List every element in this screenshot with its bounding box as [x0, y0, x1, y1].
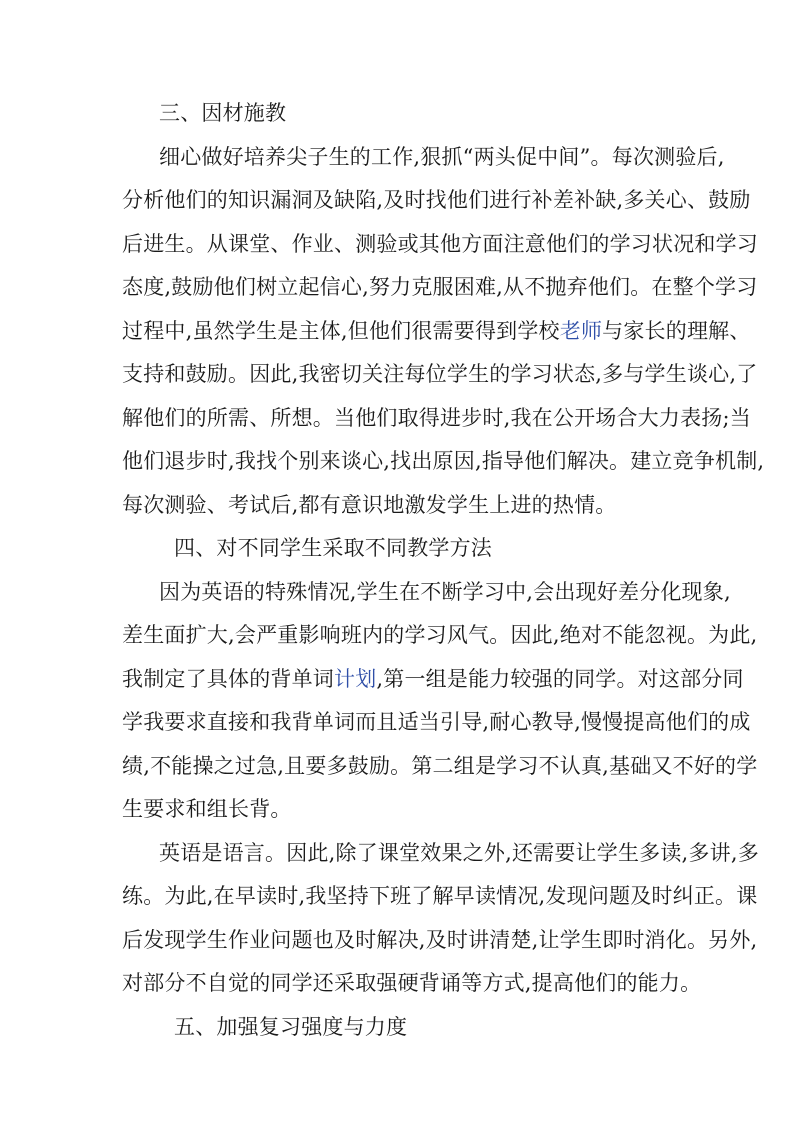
document-page: [122, 92, 765, 1049]
paragraph-line: 后进生。从课堂、作业、测验或其他方面注意他们的学习状况和学习: [122, 231, 758, 256]
paragraph-line: 后发现学生作业问题也及时解决,及时讲清楚,让学生即时消化。另外,: [122, 927, 758, 952]
paragraph-line: 因为英语的特殊情况,学生在不断学习中,会出现好差分化现象,: [159, 579, 731, 604]
paragraph-line: 学我要求直接和我背单词而且适当引导,耐心教导,慢慢提高他们的成: [122, 710, 751, 734]
text-run: 我制定了具体的背单词: [122, 666, 334, 691]
paragraph-line: 态度,鼓励他们树立起信心,努力克服困难,从不抛弃他们。在整个学习: [122, 275, 758, 299]
paragraph-line: 他们退步时,我找个别来谈心,找出原因,指导他们解决。建立竞争机制,: [122, 449, 765, 473]
section-heading-3: 三、因材施教: [159, 101, 287, 125]
paragraph: [122, 571, 758, 832]
paragraph-line: 差生面扩大,会严重影响班内的学习风气。因此,绝对不能忽视。为此,: [122, 623, 758, 647]
paragraph-line: 英语是语言。因此,除了课堂效果之外,还需要让学生多读,多讲,多: [159, 840, 759, 865]
paragraph-line: 分析他们的知识漏洞及缺陷,及时找他们进行补差补缺,多关心、鼓励: [122, 188, 751, 212]
paragraph-line: [122, 658, 744, 702]
paragraph-line: 解他们的所需、所想。当他们取得进步时,我在公开场合大力表扬;当: [122, 405, 751, 430]
teacher-link[interactable]: 老师: [559, 318, 603, 343]
plan-link[interactable]: 计划: [334, 666, 377, 691]
paragraph-line: 细心做好培养尖子生的工作,狠抓“两头促中间”。每次测验后,: [159, 144, 725, 169]
paragraph: [122, 832, 759, 1006]
section-heading-5: 五、加强复习强度与力度: [174, 1014, 408, 1039]
paragraph-line: 每次测验、考试后,都有意识地激发学生上进的热情。: [122, 492, 617, 517]
paragraph-line: [122, 310, 751, 354]
section-heading-4: 四、对不同学生采取不同教学方法: [174, 536, 492, 560]
paragraph-line: 绩,不能操之过急,且要多鼓励。第二组是学习不认真,基础又不好的学: [122, 753, 758, 778]
text-run: 过程中,虽然学生是主体,但他们很需要得到学校: [122, 318, 560, 343]
paragraph: [122, 136, 765, 528]
paragraph-line: 支持和鼓励。因此,我密切关注每位学生的学习状态,多与学生谈心,了: [122, 362, 758, 386]
paragraph-line: 练。为此,在早读时,我坚持下班了解早读情况,发现问题及时纠正。课: [122, 884, 758, 908]
paragraph-line: 对部分不自觉的同学还采取强硬背诵等方式,提高他们的能力。: [122, 971, 702, 995]
paragraph-line: 生要求和组长背。: [122, 797, 292, 821]
text-run: ,第一组是能力较强的同学。对这部分同: [376, 666, 744, 691]
text-run: 与家长的理解、: [602, 318, 751, 343]
